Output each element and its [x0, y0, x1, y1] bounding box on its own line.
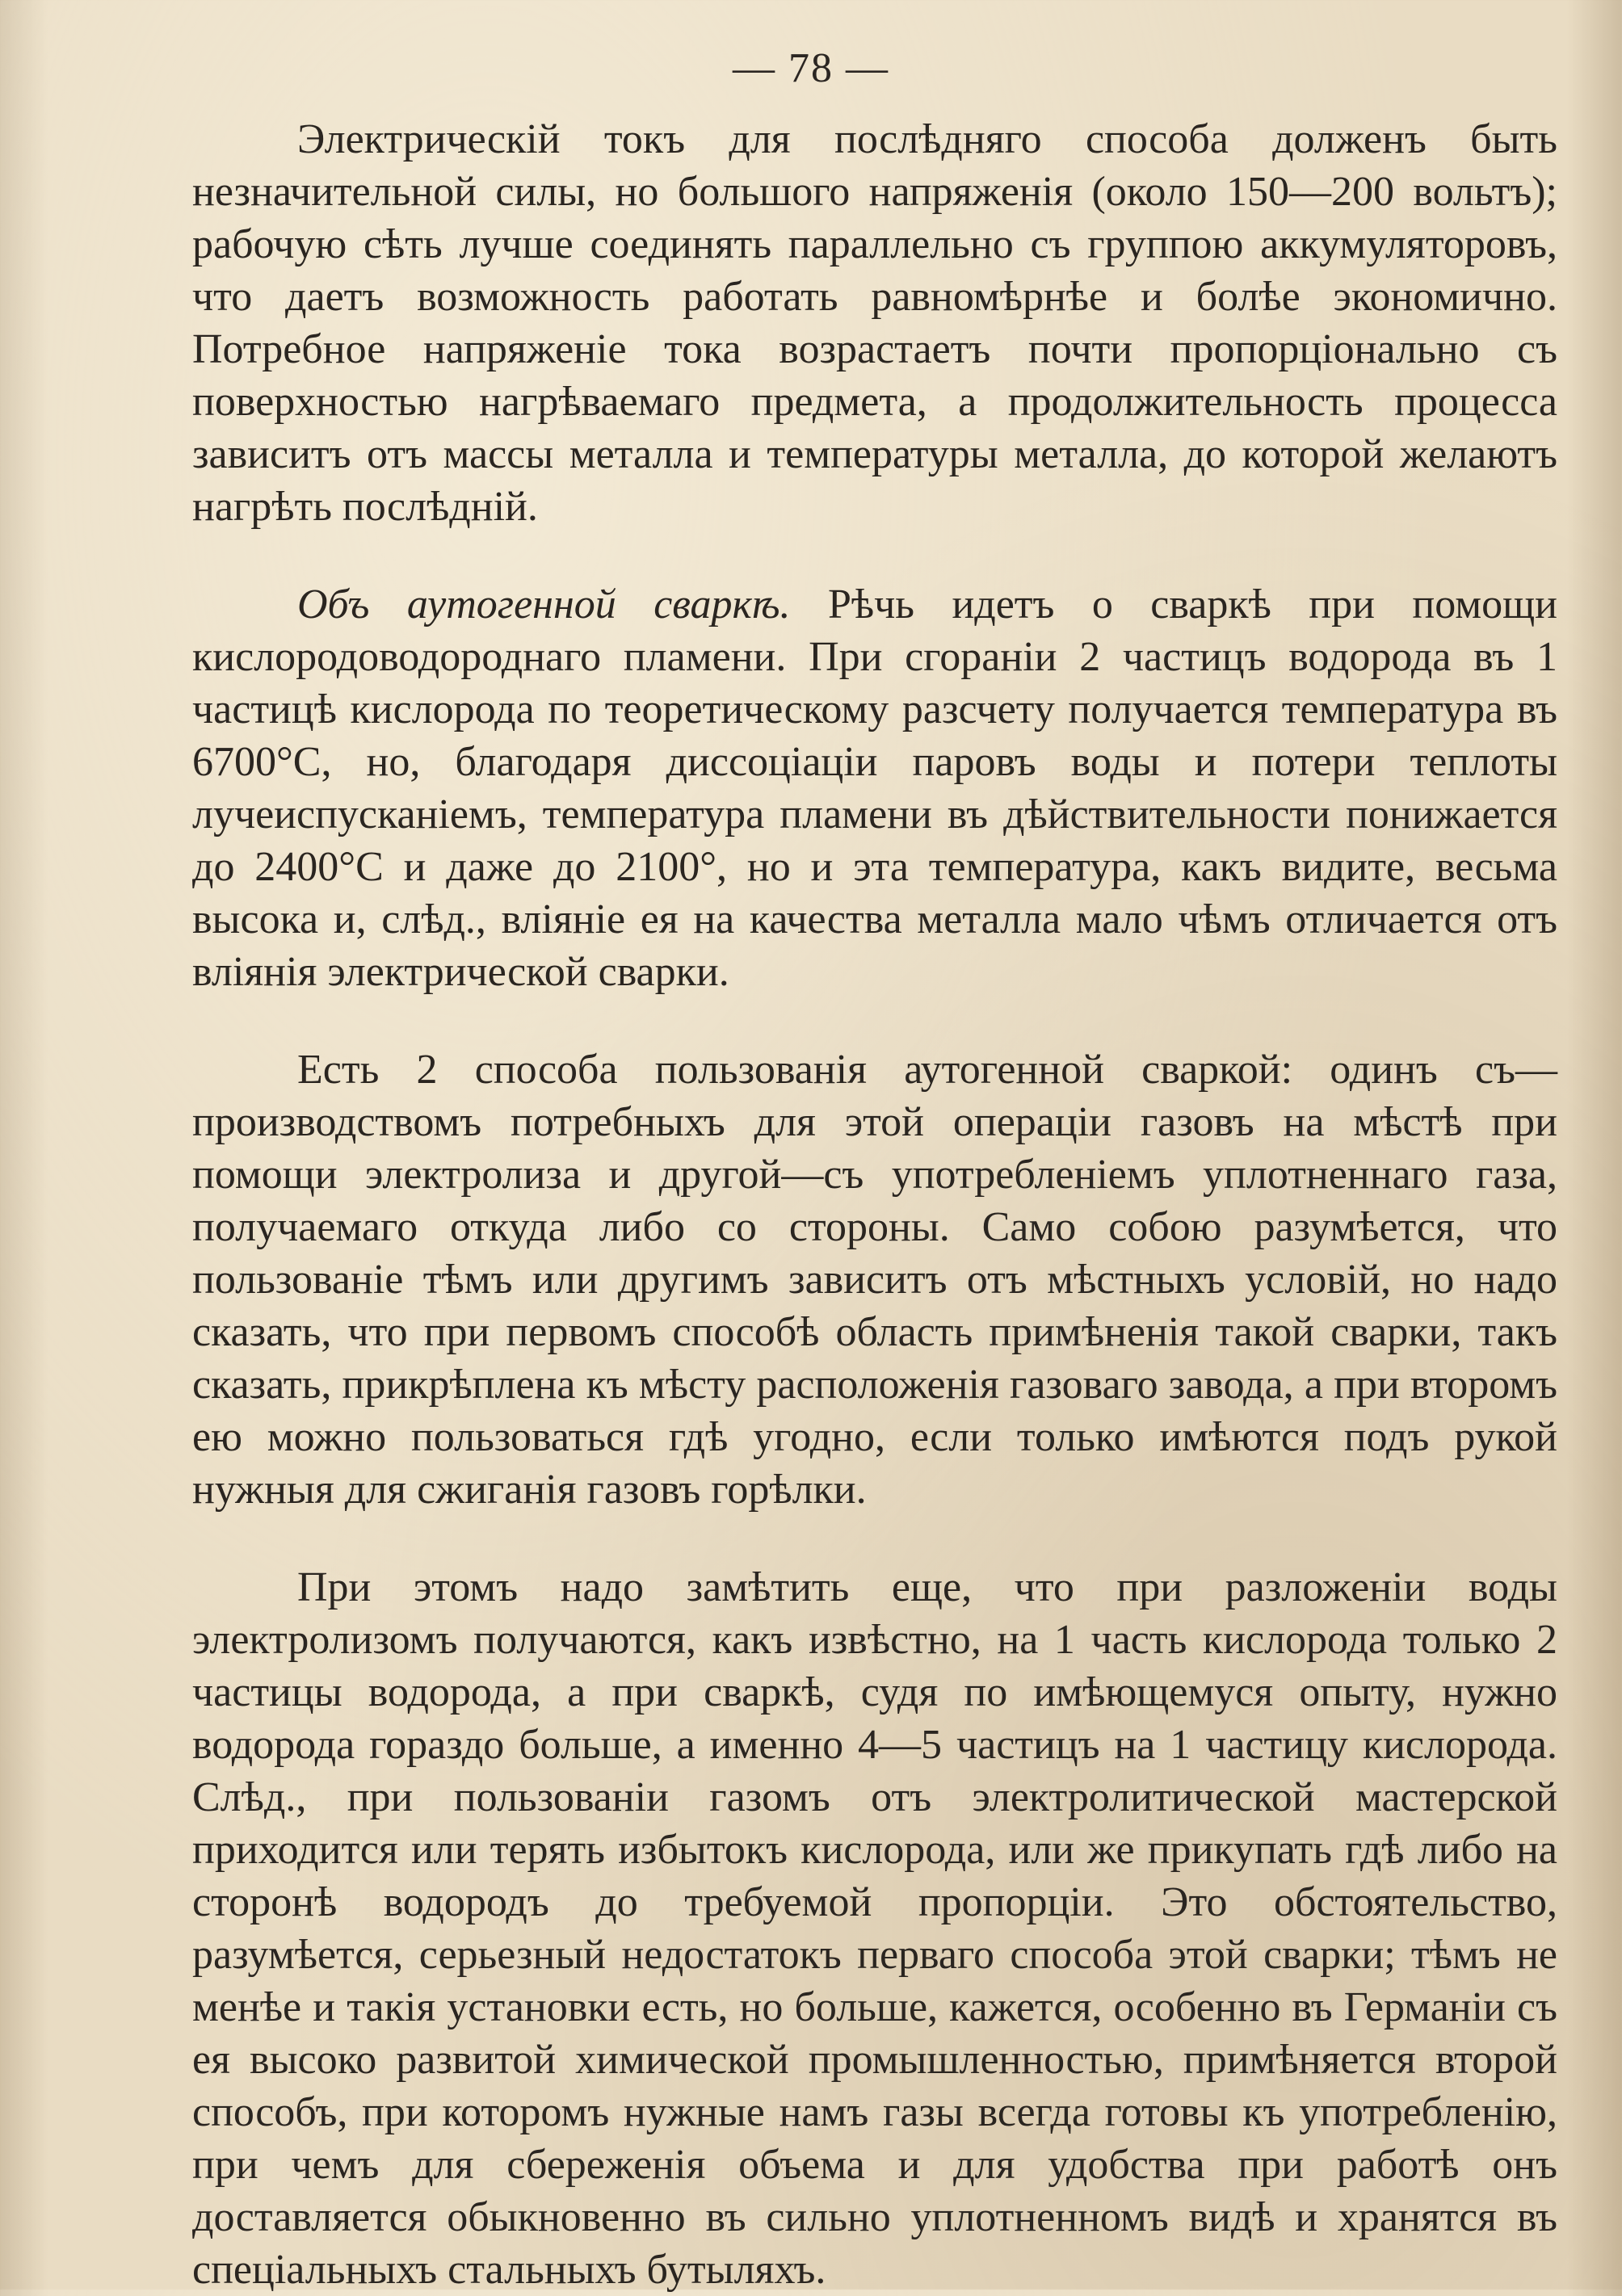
text-column: [192, 113, 1557, 2296]
paragraph-lead-italic: Объ аутогенной сваркѣ.: [297, 581, 791, 628]
page-number: — 78 —: [733, 45, 889, 91]
paragraph-text: При этомъ надо замѣтить еще, что при разложеніи воды электролизомъ получаются, какъ извѣстно, на 1 часть кислорода только 2 частицы водорода, а при сваркѣ, судя по имѣющемуся опыту, нужно водорода гораздо больше, а именно 4—5 частицъ на 1 частицу кислорода. Слѣд., при пользованіи газомъ отъ электролитической мастерской приходится или терять избытокъ кислорода, или же прикупать гдѣ либо на сторонѣ водородъ до требуемой пропорціи. Это обстоятельство, разумѣется, серьезный недостатокъ перваго способа этой сварки; тѣмъ не менѣе и такія установки есть, но больше, кажется, особенно въ Германіи съ ея высоко развитой химической промышленностью, примѣняется второй способъ, при которомъ нужные намъ газы всегда готовы къ употребленію, при чемъ для сбереженія объема и для удобства при работѣ онъ доставляется обыкновенно въ сильно уплотненномъ видѣ и хранятся въ спеціальныхъ стальныхъ бутыляхъ.: [192, 1564, 1557, 2293]
paragraph-electrolysis: [192, 1561, 1557, 2296]
paragraph-two-methods: [192, 1043, 1557, 1516]
paragraph-autogenous-welding: [192, 578, 1557, 998]
paragraph-text: Есть 2 способа пользованія аутогенной сваркой: одинъ съ—производствомъ потребныхъ для этой операціи газовъ на мѣстѣ при помощи электролиза и другой—съ употребленіемъ уплотненнаго газа, получаемаго откуда либо со стороны. Само собою разумѣется, что пользованіе тѣмъ или другимъ зависитъ отъ мѣстныхъ условій, но надо сказать, что при первомъ способѣ область примѣненія такой сварки, такъ сказать, прикрѣплена къ мѣсту расположенія газоваго завода, а при второмъ ею можно пользоваться гдѣ угодно, если только имѣются подъ рукой нужныя для сжиганія газовъ горѣлки.: [192, 1047, 1557, 1513]
paragraph-text: Электрическій токъ для послѣдняго способа долженъ быть незначительной силы, но большого напряженія (около 150—200 вольтъ); рабочую сѣть лучше соединять параллельно съ группою аккумуляторовъ, что даетъ возможность работать равномѣрнѣе и болѣе экономично. Потребное напряженіе тока возрастаетъ почти пропорціонально съ поверхностью нагрѣваемаго предмета, а продолжительность процесса зависитъ отъ массы металла и температуры металла, до которой желаютъ нагрѣть послѣдній.: [192, 116, 1557, 530]
paragraph-text: Рѣчь идетъ о сваркѣ при помощи кислородоводороднаго пламени. При сгораніи 2 частицъ водорода въ 1 частицѣ кислорода по теоретическому разсчету получается температура въ 6700°С, но, благодаря диссоціаціи паровъ воды и потери теплоты лучеиспусканіемъ, температура пламени въ дѣйствительности понижается до 2400°С и даже до 2100°, но и эта температура, какъ видите, весьма высока и, слѣд., вліяніе ея на качества металла мало чѣмъ отличается отъ вліянія электрической сварки.: [192, 581, 1557, 995]
paragraph-electric-current: [192, 113, 1557, 533]
